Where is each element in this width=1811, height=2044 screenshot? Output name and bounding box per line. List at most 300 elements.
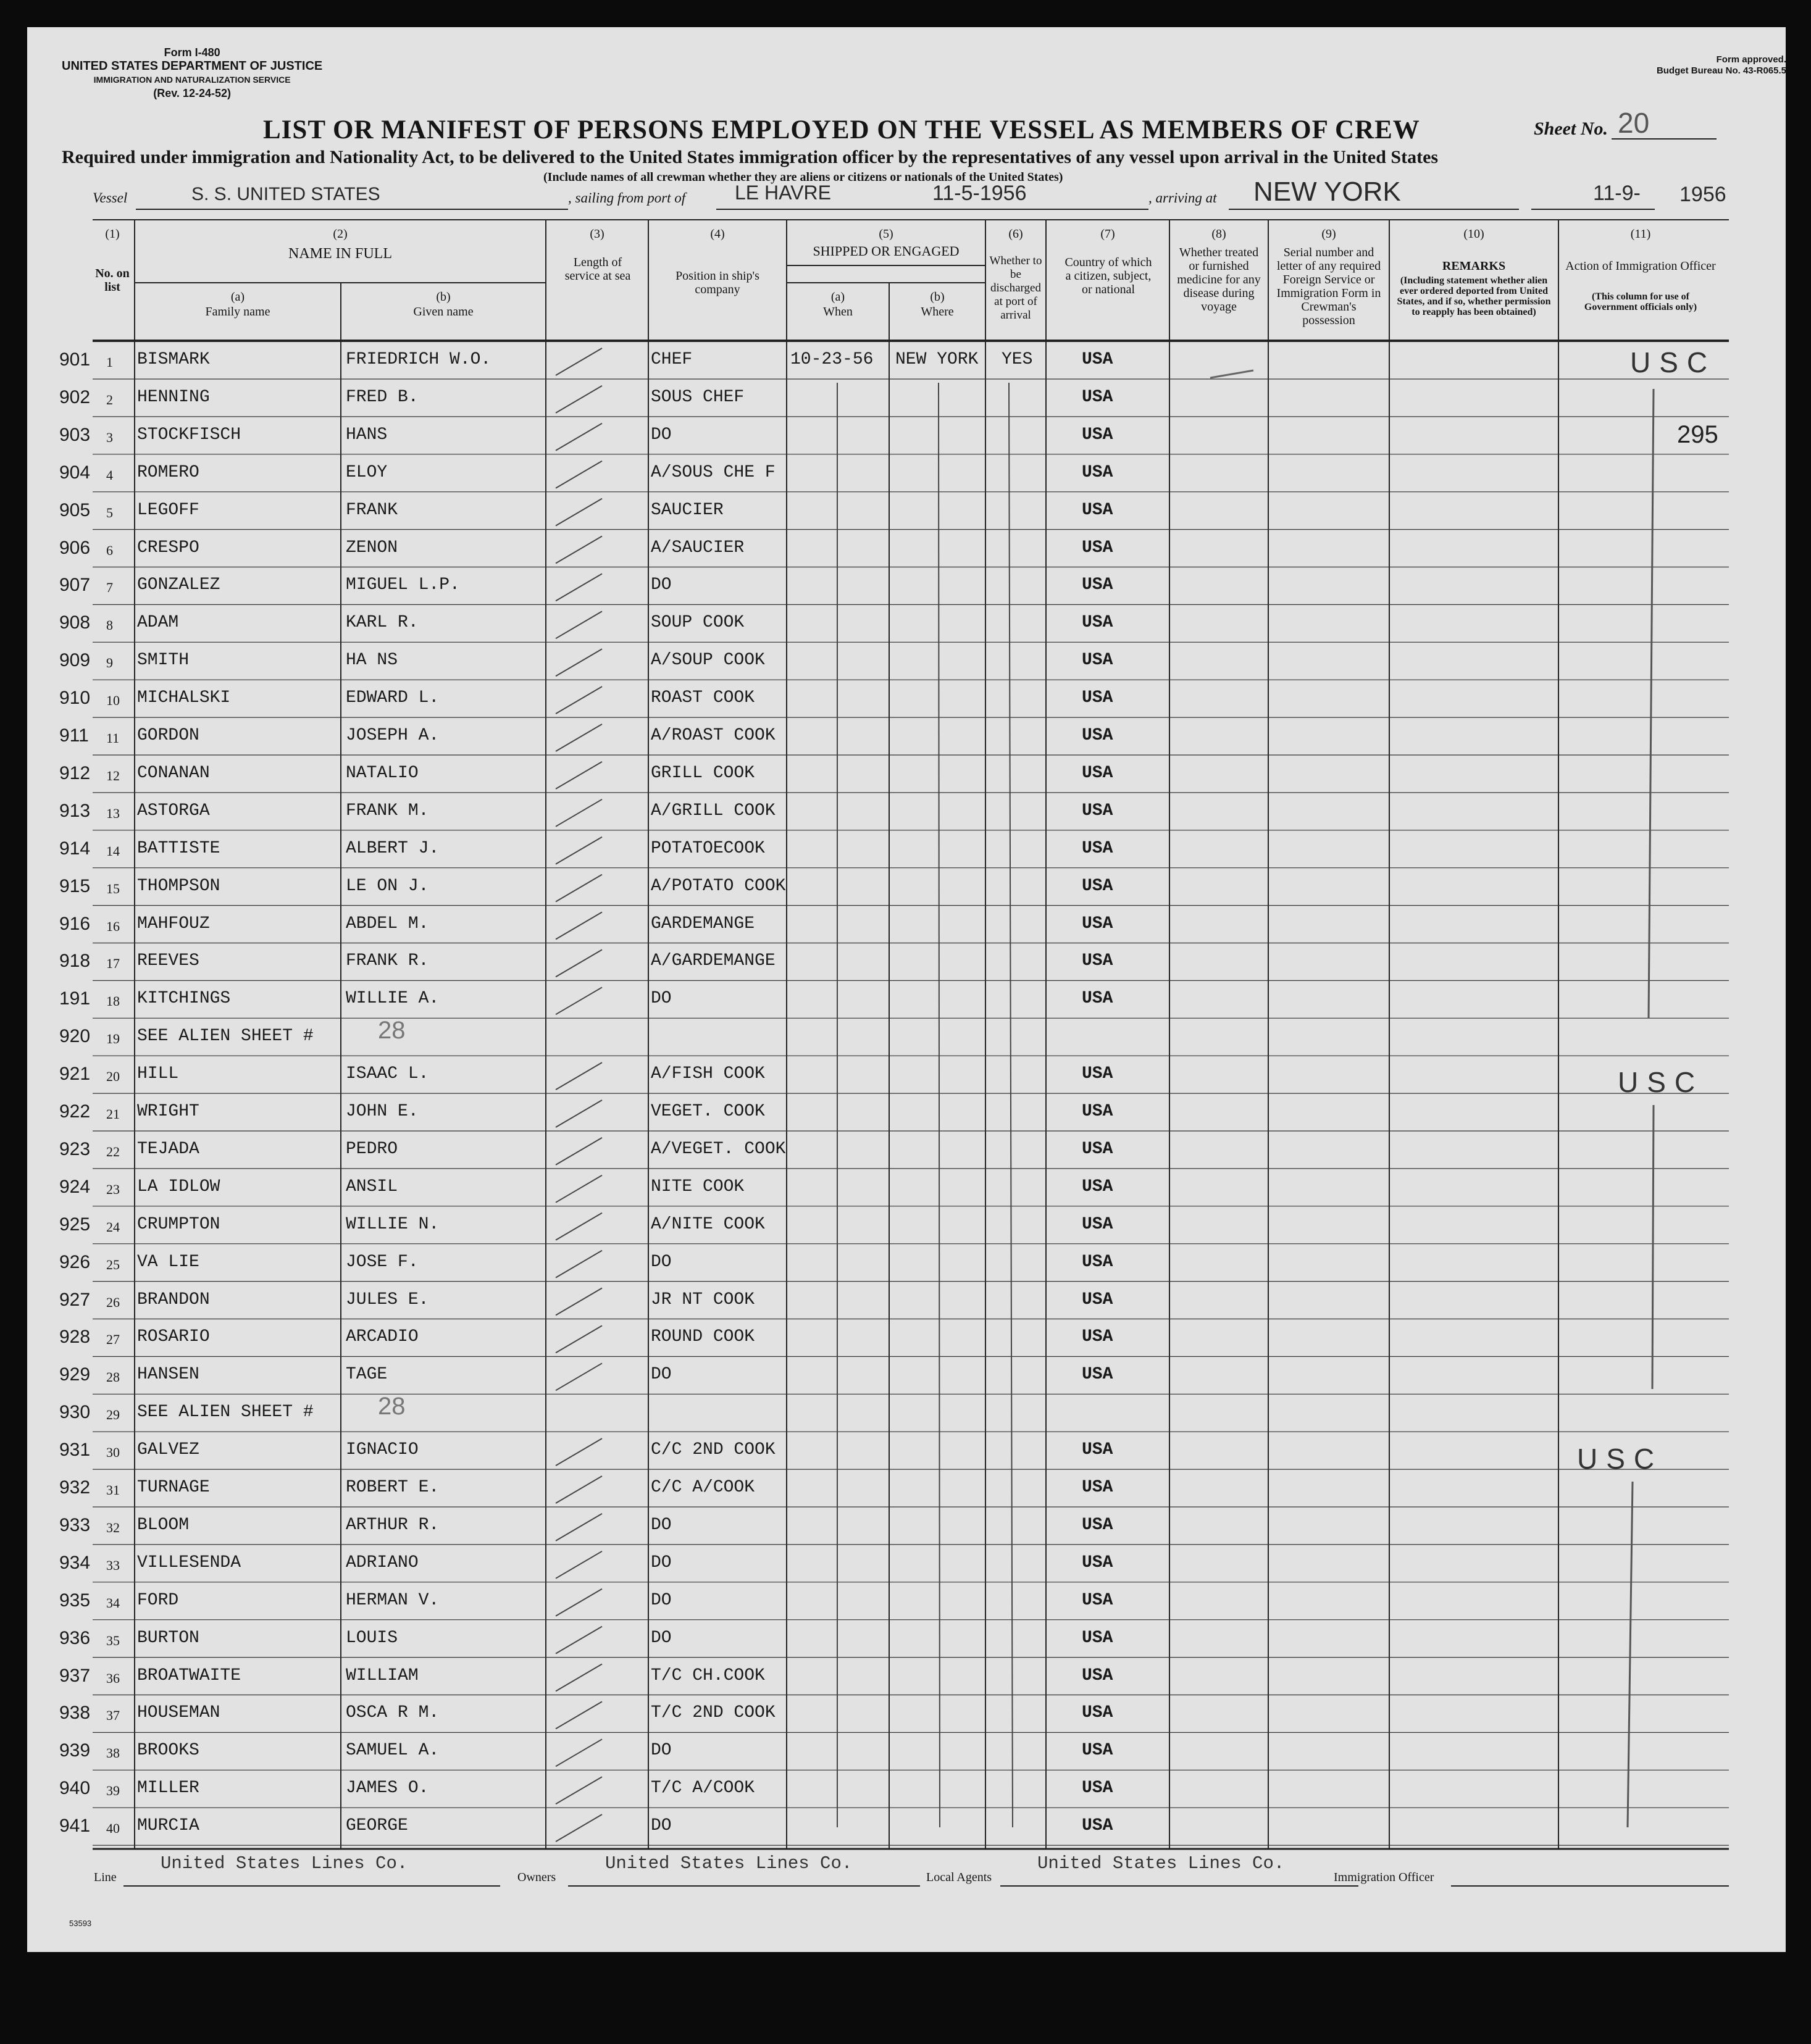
country-cell: USA (1082, 1666, 1113, 1685)
family-name-cell: KITCHINGS (137, 989, 231, 1009)
family-name-cell: HILL (137, 1064, 179, 1084)
position-cell: T/C 2ND COOK (651, 1703, 776, 1723)
sailing-label: , sailing from port of (568, 190, 686, 206)
given-name-cell: HANS (346, 425, 388, 444)
form-number: Form I-480 (164, 46, 220, 59)
country-cell: USA (1082, 387, 1113, 407)
family-name-cell: TURNAGE (137, 1478, 210, 1497)
vessel-underline (136, 209, 568, 210)
family-name-cell: GALVEZ (137, 1440, 199, 1460)
owners-underline (568, 1885, 920, 1887)
given-name-cell: MIGUEL L.P. (346, 575, 460, 595)
col2a-label: Family name (205, 305, 270, 319)
position-cell: A/ROAST COOK (651, 726, 776, 745)
given-name-cell: KARL R. (346, 613, 419, 633)
family-name-cell: LA IDLOW (137, 1177, 220, 1196)
row-line-number: 11 (106, 730, 120, 746)
row-line-number: 33 (106, 1557, 120, 1573)
family-name-cell: ROSARIO (137, 1327, 210, 1347)
sheet-number-label: Sheet No. (1534, 119, 1608, 139)
row-reference-number: 902 (59, 386, 91, 407)
row-line-number: 39 (106, 1783, 120, 1799)
country-cell: USA (1082, 1816, 1113, 1836)
row-reference-number: 930 (59, 1402, 91, 1423)
row-reference-number: 905 (59, 499, 91, 520)
country-cell: USA (1082, 350, 1113, 369)
form-subtitle-note: (Include names of all crewman whether they are aliens or citizens or nationals of the United States) (543, 170, 1063, 184)
position-cell: ROUND COOK (651, 1327, 755, 1347)
given-name-cell: ELOY (346, 462, 388, 482)
arrival-port: NEW YORK (1253, 177, 1401, 207)
family-name-cell: CONANAN (137, 763, 210, 783)
given-name-cell: TAGE (346, 1365, 388, 1385)
document-code: 53593 (69, 1919, 92, 1928)
given-name-cell: ABDEL M. (346, 914, 429, 933)
row-line-number: 2 (106, 391, 113, 407)
position-cell: DO (651, 1252, 672, 1272)
col7-label: Country of which a citizen, subject, or national (1064, 256, 1152, 296)
col4-number: (4) (710, 227, 725, 241)
col4-label: Position in ship's company (675, 269, 759, 296)
family-name-cell: CRESPO (137, 538, 199, 557)
position-cell: DO (651, 1553, 672, 1572)
col6-label: Whether to be discharged at port of arrival (989, 254, 1042, 322)
country-cell: USA (1082, 1102, 1113, 1121)
given-name-cell: FRANK R. (346, 951, 429, 971)
row-line-number: 18 (106, 993, 120, 1009)
col2b-label: Given name (413, 305, 474, 319)
sheet-number-underline (1612, 138, 1717, 140)
position-cell: SOUP COOK (651, 613, 745, 633)
row-reference-number: 910 (59, 688, 91, 709)
position-cell: DO (651, 425, 672, 444)
row-line-number: 24 (106, 1219, 120, 1235)
owners-company: United States Lines Co. (605, 1853, 853, 1874)
form-subtitle: Required under immigration and Nationality Act, to be delivered to the United States immigration officer by the representatives of any vessel upon arrival in the United States (62, 147, 1439, 167)
given-name-cell: PEDRO (346, 1139, 398, 1159)
row-reference-number: 912 (59, 762, 91, 783)
row-reference-number: 923 (59, 1138, 91, 1159)
row-reference-number: 901 (59, 349, 91, 370)
arriving-label: , arriving at (1148, 190, 1217, 206)
country-cell: USA (1082, 500, 1113, 520)
row-line-number: 36 (106, 1670, 120, 1686)
given-name-cell: ANSIL (346, 1177, 398, 1196)
row-line-number: 34 (106, 1595, 120, 1611)
col2-number: (2) (333, 227, 348, 241)
family-name-cell: MAHFOUZ (137, 914, 210, 933)
row-reference-number: 903 (59, 424, 91, 445)
position-cell: A/FISH COOK (651, 1064, 765, 1084)
row-reference-number: 921 (59, 1064, 91, 1085)
owners-label: Owners (517, 1871, 556, 1884)
country-cell: USA (1082, 425, 1113, 444)
usc-stamp: USC (1577, 1443, 1663, 1475)
row-line-number: 5 (106, 504, 113, 520)
family-name-cell: ROMERO (137, 462, 199, 482)
position-cell: DO (651, 1590, 672, 1610)
position-cell: C/C 2ND COOK (651, 1440, 776, 1460)
row-line-number: 31 (106, 1482, 120, 1498)
row-line-number: 23 (106, 1181, 120, 1197)
country-cell: USA (1082, 726, 1113, 745)
col2-label: NAME IN FULL (288, 246, 392, 262)
col9-number: (9) (1321, 227, 1336, 241)
given-name-cell: NATALIO (346, 763, 419, 783)
family-name-cell: MILLER (137, 1779, 199, 1798)
position-cell: GRILL COOK (651, 763, 755, 783)
col10-label: REMARKS (1442, 259, 1506, 273)
row-line-number: 14 (106, 843, 120, 859)
family-name-cell: GORDON (137, 726, 199, 745)
country-cell: USA (1082, 1365, 1113, 1385)
given-name-cell: ROBERT E. (346, 1478, 440, 1497)
position-cell: A/VEGET. COOK (651, 1139, 786, 1159)
shipped-where-cell: NEW YORK (895, 350, 979, 369)
country-cell: USA (1082, 1290, 1113, 1309)
col5a-number: (a) (830, 290, 845, 304)
approval-line: Form approved. (1716, 54, 1786, 65)
position-cell: A/SAUCIER (651, 538, 745, 557)
page-number: 295 (1677, 421, 1718, 448)
position-cell: CHEF (651, 350, 693, 369)
row-reference-number: 916 (59, 913, 91, 934)
budget-bureau-number: Budget Bureau No. 43-R065.5 (1656, 65, 1786, 76)
col1-number: (1) (105, 227, 120, 241)
row-reference-number: 904 (59, 462, 91, 483)
row-reference-number: 907 (59, 575, 91, 596)
col5a-label: When (823, 305, 853, 319)
row-reference-number: 934 (59, 1552, 91, 1573)
country-cell: USA (1082, 1515, 1113, 1535)
row-reference-number: 937 (59, 1665, 91, 1686)
col5-label: SHIPPED OR ENGAGED (813, 243, 960, 259)
arrival-underline (1229, 209, 1519, 210)
position-cell: DO (651, 575, 672, 595)
row-reference-number: 929 (59, 1364, 91, 1385)
line-label: Line (94, 1871, 117, 1884)
position-cell: ROAST COOK (651, 688, 755, 708)
country-cell: USA (1082, 1327, 1113, 1347)
row-reference-number: 909 (59, 650, 91, 671)
family-name-cell: SEE ALIEN SHEET # (137, 1403, 314, 1422)
position-cell: A/GRILL COOK (651, 801, 776, 820)
row-reference-number: 926 (59, 1251, 91, 1272)
arrival-date: 11-9- (1593, 181, 1641, 205)
given-name-cell: FRANK M. (346, 801, 429, 820)
country-cell: USA (1082, 1478, 1113, 1497)
col11-label: Action of Immigration Officer (1565, 259, 1716, 273)
country-cell: USA (1082, 801, 1113, 820)
family-name-cell: SMITH (137, 651, 190, 670)
given-name-cell: LOUIS (346, 1628, 398, 1648)
row-reference-number: 913 (59, 800, 91, 821)
row-line-number: 17 (106, 956, 120, 972)
row-reference-number: 939 (59, 1740, 91, 1761)
given-name-cell: ZENON (346, 538, 398, 557)
row-line-number: 10 (106, 693, 120, 709)
position-cell: DO (651, 1628, 672, 1648)
row-reference-number: 918 (59, 951, 91, 972)
col8-number: (8) (1211, 227, 1226, 241)
col1-label: No. on list (95, 267, 130, 294)
col5b-number: (b) (930, 290, 945, 304)
given-name-cell: ALBERT J. (346, 838, 440, 858)
given-name-cell: HERMAN V. (346, 1590, 440, 1610)
position-cell: VEGET. COOK (651, 1102, 765, 1121)
sheet-number-value: 20 (1618, 107, 1650, 139)
country-cell: USA (1082, 1590, 1113, 1610)
col11-note: (This column for use of Government officials only) (1584, 291, 1697, 312)
family-name-cell: THOMPSON (137, 876, 220, 896)
col5b-label: Where (921, 305, 954, 319)
given-name-cell: FRIEDRICH W.O. (346, 350, 491, 369)
position-cell: A/GARDEMANGE (651, 951, 776, 971)
footer-signatures (93, 1852, 1729, 1889)
country-cell: USA (1082, 1139, 1113, 1159)
row-line-number: 8 (106, 617, 113, 633)
officer-underline (1451, 1885, 1729, 1887)
country-cell: USA (1082, 1553, 1113, 1572)
family-name-cell: SEE ALIEN SHEET # (137, 1027, 314, 1046)
row-reference-number: 908 (59, 612, 91, 633)
family-name-cell: BLOOM (137, 1515, 190, 1535)
position-cell: DO (651, 1741, 672, 1761)
country-cell: USA (1082, 914, 1113, 933)
given-name-cell: GEORGE (346, 1816, 408, 1836)
row-line-number: 12 (106, 767, 120, 783)
row-line-number: 27 (106, 1332, 120, 1348)
row-line-number: 1 (106, 354, 113, 370)
row-line-number: 9 (106, 655, 113, 671)
given-name-cell: WILLIE N. (346, 1214, 440, 1234)
departure-port: LE HAVRE (735, 181, 831, 204)
family-name-cell: BISMARK (137, 350, 210, 369)
col10-note: (Including statement whether alien ever ordered deported from United States, and if so, whether permission to reapply has been obtained) (1397, 275, 1551, 317)
row-line-number: 40 (106, 1821, 120, 1837)
position-cell: POTATOECOOK (651, 838, 765, 858)
row-line-number: 3 (106, 429, 113, 445)
row-reference-number: 925 (59, 1214, 91, 1235)
position-cell: T/C A/COOK (651, 1779, 755, 1798)
position-cell: T/C CH.COOK (651, 1666, 765, 1685)
line-company: United States Lines Co. (161, 1853, 408, 1874)
row-line-number: 4 (106, 467, 113, 483)
row-line-number: 21 (106, 1106, 120, 1122)
col10-number: (10) (1463, 227, 1484, 241)
country-cell: USA (1082, 1741, 1113, 1761)
given-name-cell: ISAAC L. (346, 1064, 429, 1084)
col5-number: (5) (879, 227, 893, 241)
given-name-cell: 28 (378, 1393, 406, 1420)
vessel-name: S. S. UNITED STATES (191, 184, 380, 204)
agents-label: Local Agents (926, 1871, 992, 1884)
country-cell: USA (1082, 575, 1113, 595)
country-cell: USA (1082, 462, 1113, 482)
given-name-cell: LE ON J. (346, 876, 429, 896)
row-line-number: 30 (106, 1445, 120, 1461)
col11-number: (11) (1630, 227, 1651, 241)
row-reference-number: 938 (59, 1703, 91, 1724)
col7-number: (7) (1100, 227, 1115, 241)
position-cell: A/SOUS CHE F (651, 462, 776, 482)
usc-stamp: USC (1630, 346, 1717, 378)
row-reference-number: 906 (59, 537, 91, 558)
family-name-cell: MICHALSKI (137, 688, 231, 708)
shipped-when-cell: 10-23-56 (790, 350, 874, 369)
given-name-cell: JOHN E. (346, 1102, 419, 1121)
budget-approval (1657, 54, 1786, 77)
country-cell: USA (1082, 538, 1113, 557)
family-name-cell: BATTISTE (137, 838, 220, 858)
row-line-number: 35 (106, 1632, 120, 1648)
position-cell: DO (651, 1515, 672, 1535)
family-name-cell: BROATWAITE (137, 1666, 241, 1685)
row-line-number: 28 (106, 1369, 120, 1385)
row-reference-number: 931 (59, 1440, 91, 1461)
row-reference-number: 920 (59, 1026, 91, 1047)
given-name-cell: ARTHUR R. (346, 1515, 440, 1535)
row-reference-number: 940 (59, 1778, 91, 1799)
col3-number: (3) (590, 227, 604, 241)
form-revision: (Rev. 12-24-52) (153, 87, 231, 99)
country-cell: USA (1082, 688, 1113, 708)
given-name-cell: FRED B. (346, 387, 419, 407)
row-line-number: 7 (106, 580, 113, 596)
position-cell: DO (651, 1365, 672, 1385)
country-cell: USA (1082, 876, 1113, 896)
officer-label: Immigration Officer (1334, 1871, 1434, 1884)
row-reference-number: 928 (59, 1327, 91, 1348)
position-cell: C/C A/COOK (651, 1478, 755, 1497)
given-name-cell: EDWARD L. (346, 688, 440, 708)
position-cell: DO (651, 1816, 672, 1836)
family-name-cell: TEJADA (137, 1139, 199, 1159)
country-cell: USA (1082, 1177, 1113, 1196)
family-name-cell: ADAM (137, 613, 179, 633)
given-name-cell: ADRIANO (346, 1553, 419, 1572)
usc-stamp: USC (1618, 1066, 1704, 1098)
row-line-number: 26 (106, 1294, 120, 1310)
family-name-cell: HOUSEMAN (137, 1703, 220, 1723)
row-reference-number: 936 (59, 1627, 91, 1648)
given-name-cell: ARCADIO (346, 1327, 419, 1347)
row-line-number: 22 (106, 1143, 120, 1159)
given-name-cell: OSCA R M. (346, 1703, 440, 1723)
col8-label: Whether treated or furnished medicine for any disease during voyage (1177, 246, 1261, 314)
country-cell: USA (1082, 613, 1113, 633)
row-reference-number: 927 (59, 1289, 91, 1310)
row-reference-number: 914 (59, 838, 91, 859)
family-name-cell: WRIGHT (137, 1102, 199, 1121)
given-name-cell: IGNACIO (346, 1440, 419, 1460)
family-name-cell: ASTORGA (137, 801, 210, 820)
row-reference-number: 922 (59, 1101, 91, 1122)
position-cell: DO (651, 989, 672, 1009)
row-line-number: 15 (106, 880, 120, 896)
family-name-cell: BURTON (137, 1628, 199, 1648)
departure-date: 11-5-1956 (932, 181, 1027, 205)
row-line-number: 20 (106, 1069, 120, 1085)
row-reference-number: 911 (59, 725, 89, 746)
family-name-cell: BRANDON (137, 1290, 210, 1309)
row-reference-number: 915 (59, 875, 91, 896)
country-cell: USA (1082, 951, 1113, 971)
given-name-cell: HA NS (346, 651, 398, 670)
family-name-cell: BROOKS (137, 1741, 199, 1761)
row-reference-number: 933 (59, 1514, 91, 1535)
family-name-cell: CRUMPTON (137, 1214, 220, 1234)
row-reference-number: 935 (59, 1590, 91, 1611)
discharge-cell: YES (1002, 350, 1033, 369)
country-cell: USA (1082, 1214, 1113, 1234)
arrival-year: 1956 (1679, 183, 1726, 206)
row-reference-number: 941 (59, 1816, 91, 1837)
position-cell: A/POTATO COOK (651, 876, 786, 896)
given-name-cell: JAMES O. (346, 1779, 429, 1798)
row-line-number: 6 (106, 542, 113, 558)
row-reference-number: 932 (59, 1477, 91, 1498)
position-cell: GARDEMANGE (651, 914, 755, 933)
agents-company: United States Lines Co. (1037, 1853, 1285, 1874)
given-name-cell: WILLIE A. (346, 989, 440, 1009)
family-name-cell: VILLESENDA (137, 1553, 241, 1572)
row-line-number: 16 (106, 918, 120, 934)
position-cell: SOUS CHEF (651, 387, 745, 407)
country-cell: USA (1082, 989, 1113, 1009)
row-reference-number: 924 (59, 1176, 91, 1197)
row-line-number: 38 (106, 1745, 120, 1761)
form-identification (62, 46, 322, 100)
country-cell: USA (1082, 1064, 1113, 1084)
position-cell: A/SOUP COOK (651, 651, 765, 670)
col2b-number: (b) (436, 290, 451, 304)
family-name-cell: HANSEN (137, 1365, 199, 1385)
arrival-date-underline (1531, 209, 1655, 210)
position-cell: NITE COOK (651, 1177, 745, 1196)
family-name-cell: GONZALEZ (137, 575, 220, 595)
country-cell: USA (1082, 651, 1113, 670)
col2a-number: (a) (230, 290, 245, 304)
family-name-cell: FORD (137, 1590, 179, 1610)
agents-underline (1000, 1885, 1358, 1887)
given-name-cell: JOSEPH A. (346, 726, 440, 745)
row-reference-number: 191 (59, 988, 91, 1009)
given-name-cell: JOSE F. (346, 1252, 419, 1272)
country-cell: USA (1082, 1252, 1113, 1272)
country-cell: USA (1082, 1779, 1113, 1798)
row-line-number: 32 (106, 1519, 120, 1535)
service-name: IMMIGRATION AND NATURALIZATION SERVICE (93, 75, 291, 85)
position-cell: A/NITE COOK (651, 1214, 765, 1234)
family-name-cell: LEGOFF (137, 500, 199, 520)
row-line-number: 37 (106, 1708, 120, 1724)
vessel-label: Vessel (93, 190, 128, 206)
family-name-cell: HENNING (137, 387, 210, 407)
line-underline (123, 1885, 500, 1887)
col3-label: Length of service at sea (564, 256, 631, 283)
row-line-number: 13 (106, 805, 120, 821)
given-name-cell: WILLIAM (346, 1666, 419, 1685)
row-line-number: 29 (106, 1407, 120, 1423)
country-cell: USA (1082, 1440, 1113, 1460)
row-line-number: 19 (106, 1031, 120, 1047)
col9-label: Serial number and letter of any required Foreign Service or Immigration Form in Crewman's possession (1276, 246, 1381, 327)
row-line-number: 25 (106, 1256, 120, 1272)
position-cell: JR NT COOK (651, 1290, 755, 1309)
country-cell: USA (1082, 1628, 1113, 1648)
given-name-cell: FRANK (346, 500, 398, 520)
